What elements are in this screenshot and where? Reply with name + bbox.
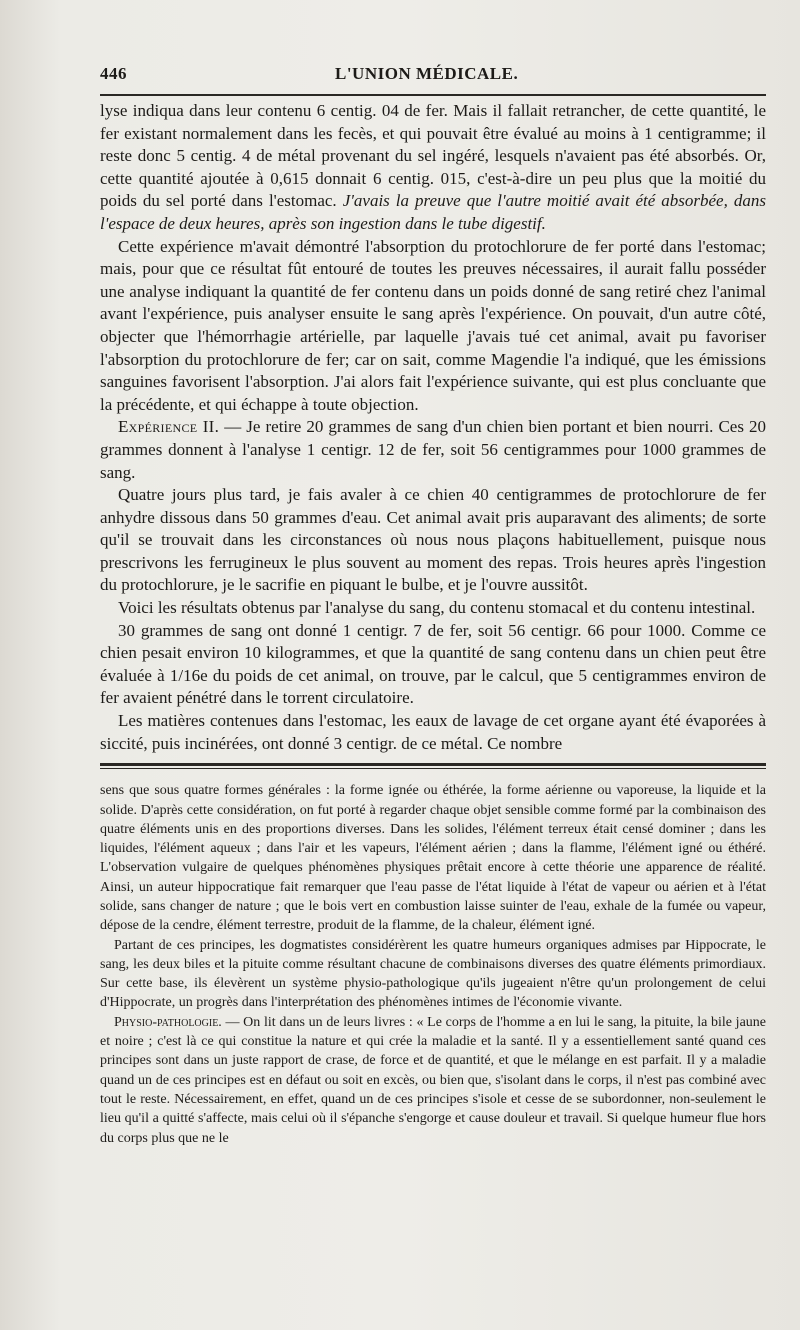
page-number: 446: [100, 64, 127, 83]
paragraph: Cette expérience m'avait démontré l'absorption du protochlorure de fer porté dans l'estomac; mais, pour que ce résultat fût entouré de toutes les preuves nécessaires, il aurait fallu posséder une analyse indiquant la quantité de fer contenu dans un poids donné de sang retiré chez l'animal avant l'expérience, puis analyser ensuite le sang après l'expérience. On pouvait, d'un autre côté, objecter que l'hémorrhagie artérielle, par laquelle j'avais tué cet animal, avait pu favoriser l'absorption du protochlorure de fer; car on sait, comme Magendie l'a indiqué, que les émissions sanguines favorisent l'absorption. J'ai alors fait l'expérience suivante, qui est plus concluante que la précédente, et qui échappe à toute objection.: [100, 236, 766, 414]
footnote-paragraph: Partant de ces principes, les dogmatistes considérèrent les quatre humeurs organiques admises par Hippocrate, le sang, les deux biles et la pituite comme résultant chacune de combinaisons diverses des quatre éléments primordiaux. Sur cette base, ils élevèrent un système physio-pathologique qu'ils jugeaient n'être qu'un prolongement de celui d'Hippocrate, un progrès dans l'interprétation des phénomènes intimes de l'économie vivante.: [100, 937, 766, 1011]
paragraph: Quatre jours plus tard, je fais avaler à ce chien 40 centigrammes de protochlorure de fer anhydre dissous dans 50 grammes d'eau. Cet animal avait pris auparavant des aliments; de sorte qu'il se trouvait dans les circonstances où nous nous plaçons habituellement, puisque nous prescrivons les ferrugineux le plus souvent au moment des repas. Trois heures après l'ingestion du protochlorure, je le sacrifie en piquant le bulbe, et je l'ouvre aussitôt.: [100, 485, 766, 595]
footnote-text: — On lit dans un de leurs livres : « Le corps de l'homme a en lui le sang, la pituite, la bile jaune et noire ; c'est là ce qui constitue la nature et qui crée la maladie et la santé. Il y a essentiellement santé quand ces principes sont dans un juste rapport de crase, de force et de quantité, et que le mélange en est parfait. Il y a maladie quand un de ces principes est en défaut ou soit en excès, ou bien que, s'isolant dans le corps, il n'est pas combiné avec tout le reste. Nécessairement, en effet, quand un de ces principes s'isole et cesse de se subordonner, non-seulement le lieu qu'il a quitté s'affecte, mais celui où il s'épanche s'engorge et cause douleur et travail. Si quelque humeur flue hors du corps plus que ne le: [100, 1014, 766, 1146]
footnote-paragraph: sens que sous quatre formes générales : la forme ignée ou éthérée, la forme aérienne ou vaporeuse, la liquide et la solide. D'après cette considération, on fut porté à regarder chaque objet sensible comme formé par la combinaison des quatre éléments unis en des proportions diverses. Dans les solides, l'élément terreux était censé dominer ; dans les liquides, l'élément aqueux ; dans l'air et les vapeurs, l'élément aérien ; dans la flamme, l'élément igné ou éthéré. L'observation vulgaire de quelques phénomènes physiques prêtait encore à cette théorie une apparence de réalité. Ainsi, un auteur hippocratique fait remarquer que l'eau passe de l'état liquide à l'état de vapeur ou aérien et à l'état solide, sans changer de nature ; que le bois vert en combustion laisse suinter de l'eau, exhale de la fumée ou vapeur, dépose de la cendre, élément terrestre, produit de la flamme, de la chaleur, élément igné.: [100, 783, 766, 934]
running-title: L'UNION MÉDICALE.: [335, 64, 519, 83]
paragraph: [100, 416, 766, 484]
footnote-rule-thin: [100, 768, 766, 769]
paragraph: Voici les résultats obtenus par l'analyse du sang, du contenu stomacal et du contenu intestinal.: [118, 598, 756, 618]
section-label: Physio-pathologie.: [114, 1014, 222, 1030]
paragraph-text: — Je retire 20 grammes de sang d'un chien bien portant et bien nourri. Ces 20 grammes donnent à l'analyse 1 centigr. 12 de fer, soit 56 centigrammes pour 1000 grammes de sang.: [100, 417, 767, 482]
footnote-section: [100, 781, 766, 1148]
paragraph-text: lyse indiqua dans leur contenu 6 centig. 04 de fer. Mais il fallait retrancher, de cette quantité, le fer existant normalement dans les fecès, et qui pouvait être évalué au moins à 1 centigramme; il reste donc 5 centig. 4 de métal provenant du sel ingéré, lesquels n'avaient pas été absorbés. Or, cette quantité ajoutée à 0,615 donnait 6 centig. 015, c'est-à-dire un peu plus que la moitié du poids du sel porté dans l'estomac.: [100, 101, 766, 211]
footnote-rule-thick: [100, 763, 766, 766]
footnote-paragraph: [100, 1013, 766, 1148]
main-text: [100, 100, 766, 755]
paragraph: Les matières contenues dans l'estomac, les eaux de lavage de cet organe ayant été évaporées à siccité, puis incinérées, ont donné 3 centigr. de ce métal. Ce nombre: [100, 711, 766, 753]
header-rule: [100, 94, 766, 96]
paragraph: [100, 100, 766, 236]
paragraph: 30 grammes de sang ont donné 1 centigr. 7 de fer, soit 56 centigr. 66 pour 1000. Comme ce chien pesait environ 10 kilogrammes, et que la quantité de sang contenu dans un chien peut être évaluée à 1/16e du poids de cet animal, on trouve, par le calcul, que 5 centigrammes environ de fer avaient pénétré dans le torrent circulatoire.: [100, 620, 766, 708]
experiment-label: Expérience II.: [118, 417, 220, 437]
italic-conclusion: J'avais la preuve que l'autre moitié avait été absorbée, dans l'espace de deux heures, après son ingestion dans le tube digestif.: [100, 191, 766, 233]
page-header: [100, 60, 766, 94]
